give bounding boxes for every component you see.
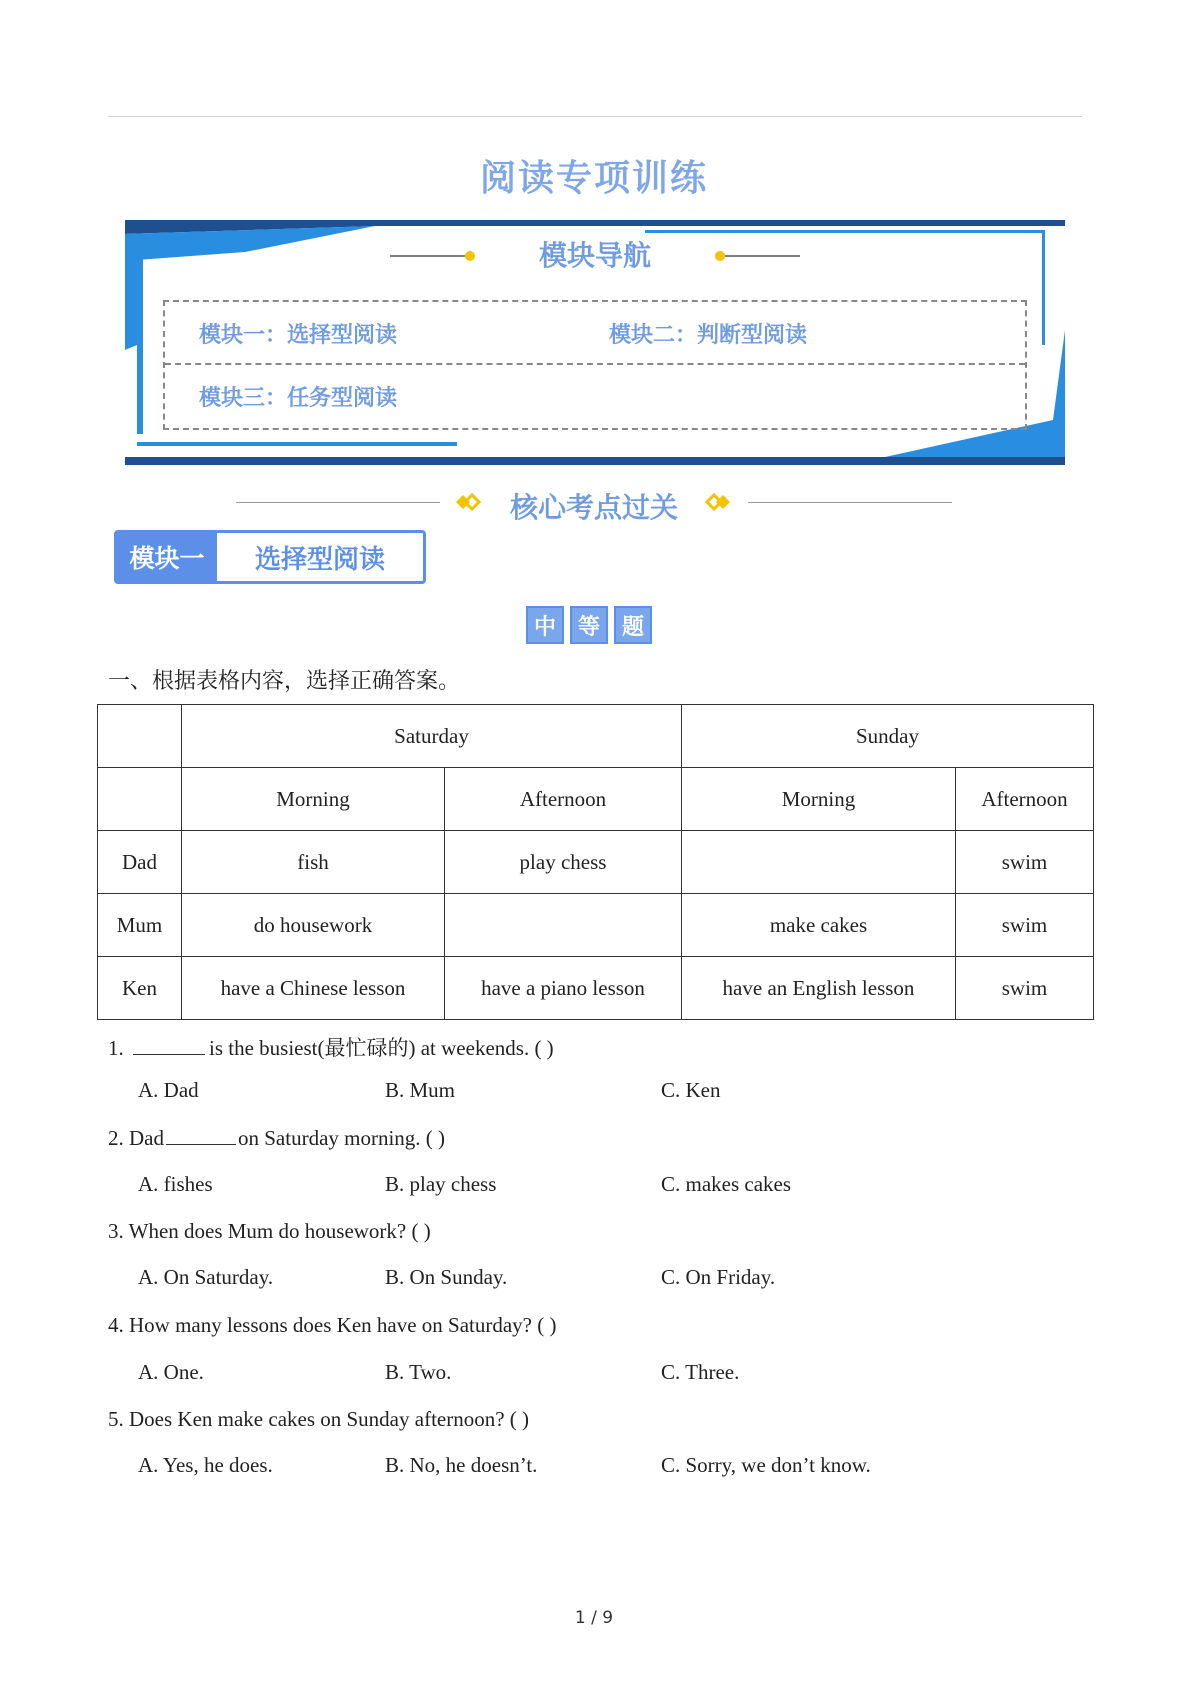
table-cell: play chess — [445, 831, 682, 894]
day-header-sunday: Sunday — [682, 705, 1094, 768]
difficulty-badge-2: 等 — [570, 606, 608, 644]
question-4 — [108, 1313, 557, 1338]
option-1b[interactable]: B. Mum — [385, 1078, 456, 1102]
core-title: 核心考点过关 — [509, 491, 678, 524]
nav-item-module1[interactable]: 模块一：选择型阅读 — [199, 322, 398, 348]
table-cell — [445, 894, 682, 957]
option-4c[interactable]: C. Three. — [661, 1360, 740, 1384]
module1-tag: 模块一 — [117, 533, 217, 581]
table-row — [98, 705, 1094, 768]
time-header: Afternoon — [445, 768, 682, 831]
question-number: 2. — [108, 1126, 124, 1150]
question-number: 3. — [108, 1219, 124, 1243]
option-3a[interactable]: A. On Saturday. — [138, 1265, 274, 1289]
nav-divider — [165, 363, 1025, 365]
time-header: Morning — [182, 768, 445, 831]
question-number: 5. — [108, 1407, 124, 1431]
table-corner — [98, 705, 182, 768]
nav-item-module2[interactable]: 模块二：判断型阅读 — [609, 322, 808, 348]
table-cell: swim — [956, 957, 1094, 1020]
question-text: is the busiest(最忙碌的) at weekends. ( ) — [209, 1036, 554, 1060]
table-cell: have an English lesson — [682, 957, 956, 1020]
option-3c[interactable]: C. On Friday. — [661, 1265, 776, 1289]
table-row — [98, 957, 1094, 1020]
nav-items-box — [163, 300, 1027, 430]
option-1c[interactable]: C. Ken — [661, 1078, 721, 1102]
option-2c[interactable]: C. makes cakes — [661, 1172, 792, 1196]
time-header: Morning — [682, 768, 956, 831]
question-1 — [108, 1032, 554, 1062]
question-5 — [108, 1407, 529, 1432]
table-cell: do housework — [182, 894, 445, 957]
option-5c[interactable]: C. Sorry, we don’t know. — [661, 1453, 871, 1477]
option-3b[interactable]: B. On Sunday. — [385, 1265, 508, 1289]
table-cell: make cakes — [682, 894, 956, 957]
module1-label — [114, 530, 426, 584]
table-cell: swim — [956, 831, 1094, 894]
module1-name: 选择型阅读 — [254, 544, 385, 575]
question-number: 4. — [108, 1313, 124, 1337]
answer-blank[interactable] — [133, 1036, 205, 1055]
table-cell: fish — [182, 831, 445, 894]
header-rule — [108, 116, 1082, 117]
question-text: When does Mum do housework? ( ) — [128, 1219, 431, 1243]
option-2b[interactable]: B. play chess — [385, 1172, 497, 1196]
person-cell: Dad — [98, 831, 182, 894]
answer-blank[interactable] — [166, 1126, 236, 1145]
question-text: on Saturday morning. ( ) — [238, 1126, 446, 1150]
time-header: Afternoon — [956, 768, 1094, 831]
document-title: 阅读专项训练 — [479, 157, 708, 199]
question-text: Does Ken make cakes on Sunday afternoon? ( ) — [129, 1407, 530, 1431]
table-row — [98, 768, 1094, 831]
question-number: 1. — [108, 1036, 124, 1060]
nav-item-module3[interactable]: 模块三：任务型阅读 — [199, 385, 398, 411]
table-cell — [682, 831, 956, 894]
table-cell: swim — [956, 894, 1094, 957]
table-cell — [98, 768, 182, 831]
table-row — [98, 894, 1094, 957]
schedule-table — [97, 704, 1094, 1020]
question-2 — [108, 1126, 445, 1151]
option-4b[interactable]: B. Two. — [385, 1360, 452, 1384]
section-instruction: 一、根据表格内容，选择正确答案。 — [108, 669, 461, 694]
table-cell: have a Chinese lesson — [182, 957, 445, 1020]
page-number: 1 / 9 — [574, 1608, 614, 1628]
question-3 — [108, 1219, 431, 1244]
question-text-pre: Dad — [129, 1126, 164, 1150]
table-cell: have a piano lesson — [445, 957, 682, 1020]
option-4a[interactable]: A. One. — [138, 1360, 204, 1384]
nav-title: 模块导航 — [538, 239, 651, 272]
module-navigation — [125, 220, 1065, 465]
difficulty-badge-1: 中 — [526, 606, 564, 644]
person-cell: Mum — [98, 894, 182, 957]
question-text: How many lessons does Ken have on Saturday? ( ) — [129, 1313, 557, 1337]
difficulty-badge-3: 题 — [614, 606, 652, 644]
option-2a[interactable]: A. fishes — [138, 1172, 213, 1196]
day-header-saturday: Saturday — [182, 705, 682, 768]
option-1a[interactable]: A. Dad — [138, 1078, 199, 1102]
table-row — [98, 831, 1094, 894]
person-cell: Ken — [98, 957, 182, 1020]
option-5b[interactable]: B. No, he doesn’t. — [385, 1453, 538, 1477]
option-5a[interactable]: A. Yes, he does. — [138, 1453, 273, 1477]
